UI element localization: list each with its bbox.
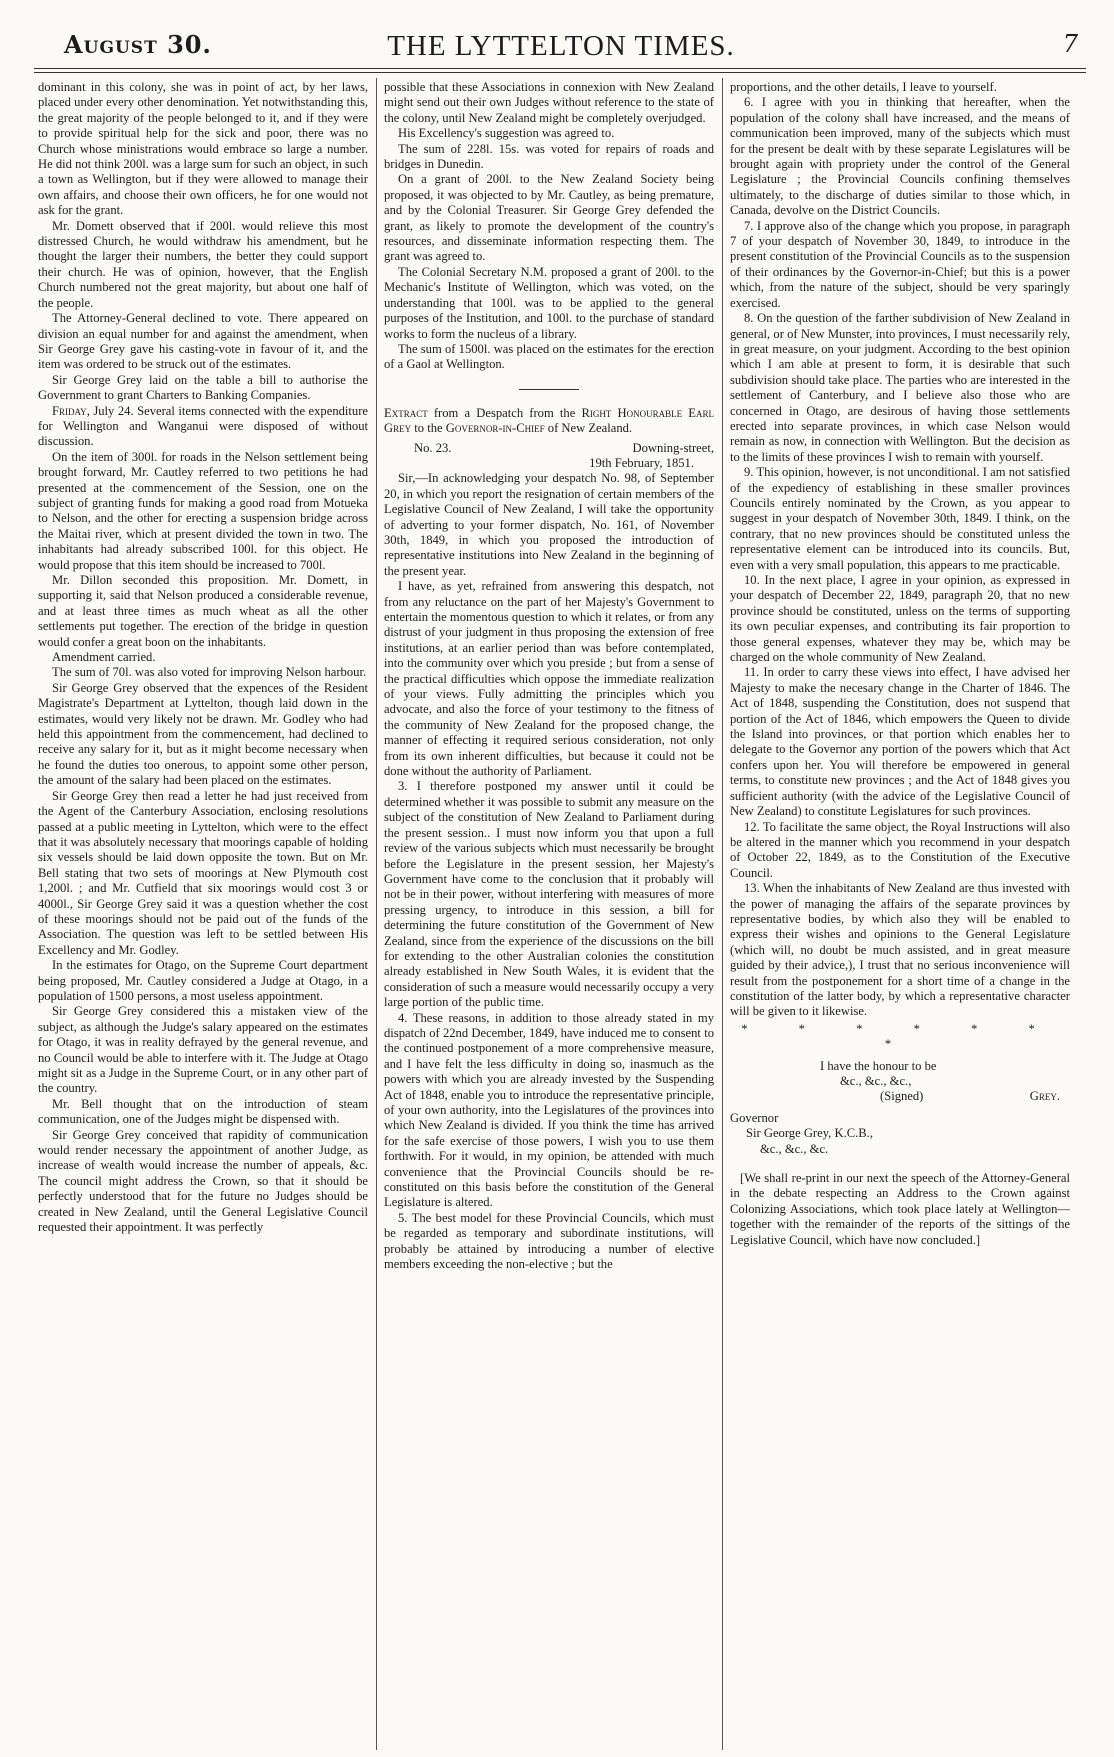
article-paragraph: On a grant of 200l. to the New Zealand Society being proposed, it was objected to by Mr. Cautley, as being premature, and by the Colonial Treasurer. Sir George Grey defended the grant, as likely to promote the development of the country's resources, and disseminate information respecting them. The grant was agreed to. [384,172,714,264]
despatch-paragraph: 6. I agree with you in thinking that hereafter, when the population of the colony shall have increased, and the means of communication been improved, many of the subjects which must for the present be dealt with by these separate Legislatures will be brought again with propriety under the control of the General Legislature ; the Provincial Councils confining themselves ultimately, to the discharge of duties similar to those which, in Canada, devolve on the District Councils. [730,95,1070,218]
despatch-paragraph: 11. In order to carry these views into effect, I have advised her Majesty to make the necesary change in the Charter of 1846. The Act of 1848, suspending the Constitution, does not suspend that portion of the Act of 1846, which empowers the Queen to divide the Island into provinces, or that portion which enables her to delegate to the Governor any portion of the powers which that Act confers upon her. You will therefore be empowered in general terms, to constitute new provinces ; and the Act of 1848 gives you sufficient authority (with the advice of the Legislative Council of New Zealand) to constitute Legislatures for such provinces. [730,665,1070,819]
article-paragraph: The Attorney-General declined to vote. There appeared on division an equal number for and against the amendment, when Sir George Grey gave his casting-vote in favour of it, and the item was ordered to be struck out of the estimates. [38,311,368,372]
omission-stars: * * * * * * * [741,1021,1059,1052]
extract-text: of New Zealand. [544,421,633,436]
article-paragraph: possible that these Associations in connexion with New Zealand might send out their own Judges without reference to the state of the colony, until New Zealand might be completely overjudged. [384,80,714,125]
issue-date: August 30. [64,30,212,59]
day-label: Friday [52,403,87,418]
address-line: &c., &c., &c. [760,1141,829,1156]
article-paragraph: Mr. Dillon seconded this proposition. Mr. Domett, in supporting it, said that Nelson produced a considerable revenue, and at least three times as much wheat as all the other settlements put together. The erection of the bridge in question would confer a great boon on the inhabitants. [38,573,368,649]
column-3 [730,80,1070,1748]
despatch-paragraph: 13. When the inhabitants of New Zealand are thus invested with the power of managing the affairs of the separate provinces by representative bodies, by which also they will be enabled to express their wishes and opinions to the General Legislature (which will, no doubt be much assisted, and in great measure guided by their advice,), I trust that no serious inconvenience will result from the postponement for a short time of a change in the constitution of the latter body, by which a representative character will be given to it likewise. [730,881,1070,1019]
article-paragraph: Sir George Grey considered this a mistaken view of the subject, as although the Judge's salary appeared on the estimates for Otago, it was in reality defrayed by the general revenue, and no Council would be able to interfere with it. The Judge at Otago might sit as a Judge in the Supreme Court, or in any other part of the country. [38,1004,368,1096]
column-1 [38,80,368,1748]
extract-text: to the [411,421,446,436]
letter-address [730,1111,1070,1157]
page-number: 7 [1062,30,1078,58]
section-divider [519,389,579,390]
address-line: Sir George Grey, K.C.B., [746,1126,873,1141]
despatch-dateline [384,441,714,456]
masthead-rule-thin [34,72,1086,73]
despatch-paragraph: 12. To facilitate the same object, the Royal Instructions will also be altered in the manner which you recommend in your despatch of October 22, 1849, as to the Constitution of the Executive Council. [730,819,1070,880]
despatch-paragraph: 5. The best model for these Provincial Councils, which must be regarded as temporary and subordinate institutions, will probably be attained by introducing a number of elective members exceeding the non-elective ; but the [384,1210,714,1272]
editorial-note: [We shall re-print in our next the speech of the Attorney-General in the debate respecting an Address to the Crown against Colonizing Associations, which took place lately at Wellington—together with the remainder of the reports of the sittings of the Legislative Council, which have now concluded.] [730,1171,1070,1247]
despatch-date: 19th February, 1851. [589,455,694,470]
despatch-paragraph: 9. This opinion, however, is not unconditional. I am not satisfied of the expediency of establishing in these smaller provinces Councils entirely nominated by the Crown, as you appear to suggest in your despatch of November 30th, 1849. I think, on the contrary, that no new provinces should be constituted unless the representative element can be introduced into its councils. But, even with a very small population, this appears to me practicable. [730,465,1070,572]
extract-heading [384,406,714,437]
closing-line: I have the honour to be [820,1058,937,1073]
article-paragraph [38,404,368,450]
extract-label: Extract [384,405,428,420]
article-paragraph: The Colonial Secretary N.M. proposed a grant of 200l. to the Mechanic's Institute of Wellington, which was voted, on the understanding that 100l. was to be applied to the general purposes of the Institution, and 100l. to the purchase of standard works to form the nucleus of a library. [384,264,714,341]
extract-recipient: Governor-in-Chief [445,421,545,436]
despatch-paragraph: 8. On the question of the farther subdivision of New Zealand in general, or of New Munster, into provinces, I must necessarily rely, in great measure, on your judgment. According to the best opinion which I am able at present to form, it is desirable that such subdivision should take place. The parties who are interested in the settlement of Canterbury, and I believe also those who are concerned in Otago, are desirous of having those settlements erected into separate provinces, in which case Nelson would remain as now, in connection with Wellington. But the decision as to the limits of these provinces I wish to remain with yourself. [730,311,1070,464]
despatch-paragraph: 3. I therefore postponed my answer until it could be determined whether it was possible to submit any measure on the subject of the constitution of New Zealand to Parliament during the present session.. I must now inform you that upon a full review of the various subjects which must necessarily be brought before the Legislature in the present session, her Majesty's Government have come to the conclusion that it probably will not be in their power, without interfering with measures of more pressing urgency, to introduce in this session, a bill for determining the future constitution of the Government of New Zealand, since from the experience of the discussions on the bill for extending to the other Australian colonies the constitution already established in New South Wales, it is evident that the consideration of such a measure would necessarily occupy a very large portion of the public time. [384,779,714,1010]
paragraph-text: , July 24. Several items connected with the expenditure for Wellington and Wanganui were disposed of without discussion. [38,403,368,449]
article-paragraph: His Excellency's suggestion was agreed to. [398,126,615,141]
article-paragraph: Sir George Grey laid on the table a bill to authorise the Government to grant Charters to Banking Companies. [38,372,368,403]
article-paragraph: Amendment carried. [52,650,156,665]
article-paragraph: Mr. Domett observed that if 200l. would relieve this most distressed Church, he would withdraw his amendment, but he thought the larger their numbers, the better they could support their church. He was of opinion, however, that the English Church numbered not the great majority, but about one half of the people. [38,218,368,310]
article-paragraph: On the item of 300l. for roads in the Nelson settlement being brought forward, Mr. Cautley referred to two petitions he had presented at the commencement of the Session, one on the subject of granting funds for making a good road from Motueka to Nelson, and the other for erecting a suspension bridge across the Maitai river, which at present divided the town in two. The inhabitants had already subscribed 100l. for this object. He would propose that this item should be increased to 700l. [38,449,368,572]
column-2 [384,80,714,1748]
letter-closing [730,1059,1070,1105]
article-paragraph: Sir George Grey observed that the expences of the Resident Magistrate's Department at Lyttelton, though laid down in the estimates, would very likely not be drawn. Mr. Godley who had held this appointment from the commencement, had declined to receive any salary for it, but as it might become necessary when he found the duties too onerous, to appoint some other person, the amount of the salary had been placed on the estimates. [38,680,368,788]
newspaper-title: THE LYTTELTON TIMES. [387,30,735,62]
article-paragraph: The sum of 228l. 15s. was voted for repairs of roads and bridges in Dunedin. [384,141,714,172]
extract-text: from a Despatch from the [427,405,582,420]
despatch-number: No. 23. [414,440,452,455]
article-paragraph: In the estimates for Otago, on the Supreme Court department being proposed, Mr. Cautley considered a Judge at Otago, in a population of 1500 persons, a most useless appointment. [38,958,368,1003]
signer-name: Grey. [1029,1089,1060,1104]
signed-label: (Signed) [880,1089,924,1104]
signature-line [730,1089,1070,1104]
despatch-place: Downing-street, [632,440,714,455]
masthead-rule [34,68,1086,69]
closing-line: &c., &c., &c., [840,1074,912,1088]
article-paragraph: The sum of 70l. was also voted for improving Nelson harbour. [52,665,367,680]
despatch-paragraph: proportions, and the other details, I leave to yourself. [730,80,997,94]
column-separator [722,78,723,1750]
extract-sender: Right Honourable Earl Grey [384,405,714,436]
despatch-paragraph: 4. These reasons, in addition to those already stated in my dispatch of 22nd December, 1849, have induced me to consent to the continued postponement of a more comprehensive measure, and I have felt the less difficulty in doing so, inasmuch as the powers with which you are already invested by the Suspending Act of 1848, enable you to introduce the representative principle, of your own authority, into the Legislatures of the provinces into which New Zealand is divided. If you think the time has arrived for the safe exercise of those powers, I wish you to use them forthwith. For it would, in my opinion, be attended with much convenience that the Provincial Councils should be re-constituted on this basis before the constitution of the General Legislature is altered. [384,1010,714,1210]
despatch-paragraph: 7. I approve also of the change which you propose, in paragraph 7 of your despatch of November 30, 1849, to introduce in the present constitution of the Provincial Councils as to the suspension of their ordinances by the Governor-in-Chief; but this is a power which, from the nature of the subject, should be very sparingly exercised. [730,218,1070,310]
despatch-paragraph: 10. In the next place, I agree in your opinion, as expressed in your despatch of December 22, 1849, paragraph 20, that no new province should be constituted, unless on the terms of supporting its own peculiar expenses, and contributing its fair proportion to those general expenses, whatever they may be, which may be charged on the whole community of New Zealand. [730,573,1070,665]
article-paragraph: Mr. Bell thought that on the introduction of steam communication, one of the Judges might be dispensed with. [38,1096,368,1127]
despatch-paragraph: I have, as yet, refrained from answering this despatch, not from any reluctance on the part of her Majesty's Government to entertain the momentous question to which it relates, or from any distrust of your judgment in thus proposing the extension of free institutions, at an earlier period than was before contemplated, into the community over which you preside ; but from a sense of the practical difficulties which oppose the immediate realization of your views. Fully admitting the principles which you advocate, and also the force of your testimony to the fitness of the community of New Zealand for the proposed change, the manner of effecting it required serious consideration, not only from its own inherent difficulties, but because it could not be done without the authority of Parliament. [384,579,714,779]
address-line: Governor [730,1110,779,1125]
despatch-paragraph: Sir,—In acknowledging your despatch No. 98, of September 20, in which you report the resignation of certain members of the Legislative Council of New Zealand, I will take the opportunity of adverting to your former dispatch, No. 161, of November 30th, 1849, in which you proposed the introduction of representative institutions into New Zealand in the beginning of the present year. [384,471,714,578]
article-paragraph: Sir George Grey conceived that rapidity of communication would render necessary the appointment of another Judge, as increase of wealth would increase the number of appeals, &c. The council might address the Crown, so that it should be perfectly understood that for the future no Judges should be created in New Zealand, until the General Legislative Council requested their appointment. It was perfectly [38,1127,368,1235]
article-paragraph: dominant in this colony, she was in point of act, by her laws, placed under every other denomination. Yet notwithstanding this, the great majority of the people belonged to it, and if they were to provide spiritual help for the sick and poor, there was no Church whose ministrations would embrace so large a number. He did not think 200l. was a large sum for such an object, in such a town as Wellington, but if they were allowed to manage their own affairs, and choose their own officers, he for one would not ask for the grant. [38,80,368,218]
article-paragraph: Sir George Grey then read a letter he had just received from the Agent of the Canterbury Association, enclosing resolutions passed at a public meeting in Lyttelton, which were to the effect that it was absolutely necessary that moorings capable of holding six vessels should be laid down opposite the town. But on Mr. Bell stating that two sets of moorings at New Plymouth cost 1,200l. ; and Mr. Cutfield that six moorings would cost 3 or 4000l., Sir George Grey said it was a question whether the cost of these moorings should not be paid out of the funds of the Association. The question was left to be settled between His Excellency and Mr. Godley. [38,788,368,957]
article-paragraph: The sum of 1500l. was placed on the estimates for the erection of a Gaol at Wellington. [384,341,714,372]
column-separator [376,78,377,1750]
